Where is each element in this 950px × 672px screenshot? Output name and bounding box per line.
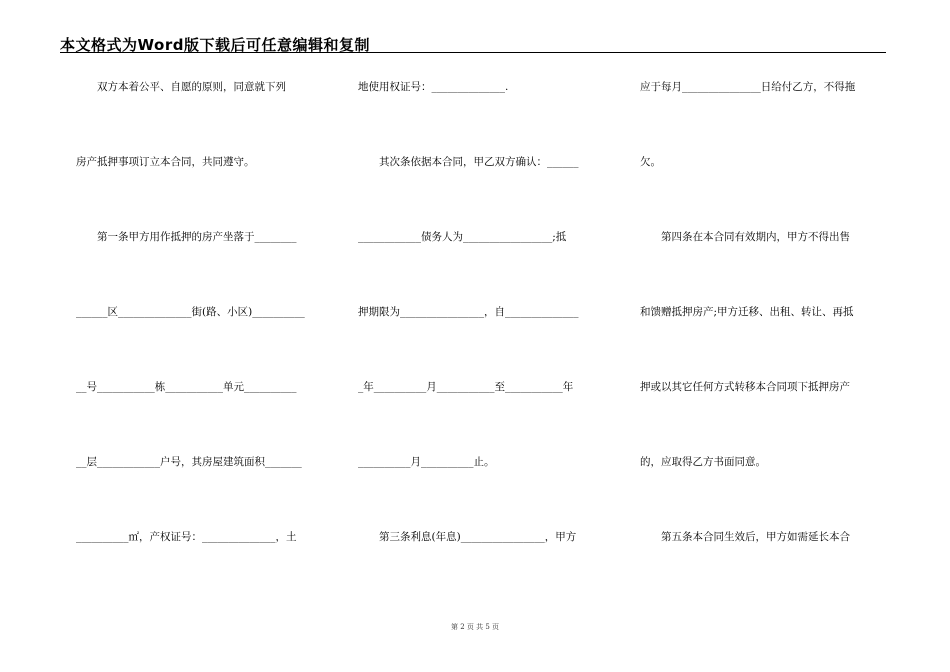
paragraph-line: __层____________户号，其房屋建筑面积_______ — [76, 456, 302, 468]
paragraph-line: 押期限为________________，自______________ — [358, 306, 579, 318]
paragraph-line: __号___________栋___________单元__________ — [76, 381, 297, 393]
paragraph-line: 和馈赠抵押房产;甲方迁移、出租、转让、再抵 — [640, 306, 854, 318]
paragraph-line: 欠。 — [640, 156, 661, 168]
paragraph-line: 其次条依据本合同，甲乙双方确认：______ — [358, 156, 579, 168]
paragraph-line: __________㎡，产权证号：______________，土 — [76, 531, 297, 543]
paragraph-line: 房产抵押事项订立本合同，共同遵守。 — [76, 156, 255, 168]
paragraph-line: 应于每月_______________日给付乙方，不得拖 — [640, 81, 856, 93]
document-header-title: 本文格式为Word版下载后可任意编辑和复制 — [60, 36, 370, 54]
paragraph-line: __________月__________止。 — [358, 456, 495, 468]
paragraph-line: 押或以其它任何方式转移本合同项下抵押房产 — [640, 381, 850, 393]
paragraph-line: 第四条在本合同有效期内，甲方不得出售 — [640, 231, 850, 243]
paragraph-line: 地使用权证号：______________. — [358, 81, 509, 93]
header-divider — [60, 52, 886, 53]
page-number: 第 2 页 共 5 页 — [450, 623, 500, 631]
paragraph-line: _年__________月___________至___________年 — [358, 381, 574, 393]
paragraph-line: ______区______________街(路、小区)__________ — [76, 306, 305, 318]
paragraph-line: 第三条利息(年息)________________，甲方 — [358, 531, 577, 543]
paragraph-line: ____________债务人为_________________;抵 — [358, 231, 567, 243]
paragraph-line: 双方本着公平、自愿的原则，同意就下列 — [76, 81, 286, 93]
paragraph-line: 第五条本合同生效后，甲方如需延长本合 — [640, 531, 850, 543]
paragraph-line: 的，应取得乙方书面同意。 — [640, 456, 766, 468]
paragraph-line: 第一条甲方用作抵押的房产坐落于________ — [76, 231, 297, 243]
